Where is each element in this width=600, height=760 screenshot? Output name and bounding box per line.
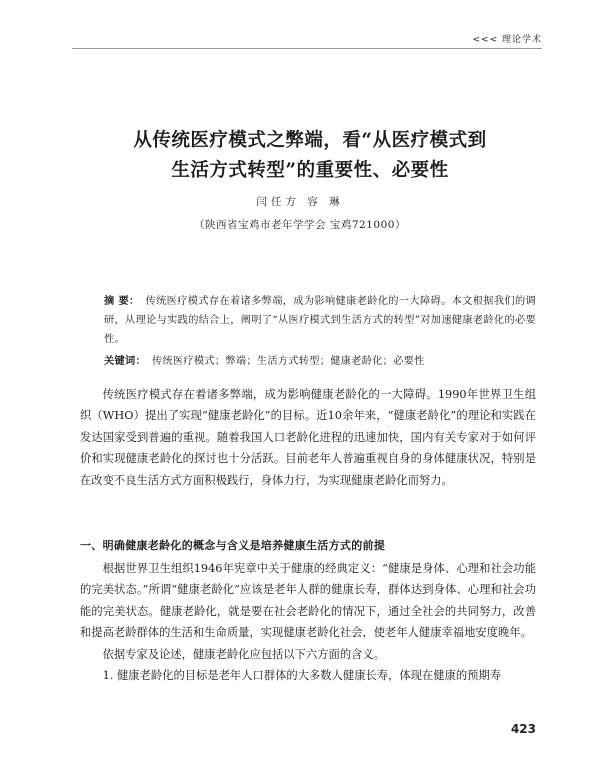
body-paragraph: 依据专家及论述，健康老龄化应包括以下六方面的含义。 <box>102 647 386 661</box>
header-divider <box>72 48 542 49</box>
keywords-label: 关键词： <box>104 355 146 367</box>
page-number: 423 <box>510 722 536 736</box>
author-affiliation: （陕西省宝鸡市老年学学会 宝鸡721000） <box>194 219 406 231</box>
article-title <box>60 126 560 186</box>
title-line-1: 从传统医疗模式之弊端，看“从医疗模式到 <box>133 130 487 151</box>
keywords-text: 传统医疗模式；弊端；生活方式转型；健康老龄化；必要性 <box>151 356 425 367</box>
title-line-2: 生活方式转型”的重要性、必要性 <box>171 160 449 181</box>
body-paragraph: 1. 健康老龄化的目标是老年人口群体的大多数人健康长寿，体现在健康的预期寿 <box>102 669 502 683</box>
abstract-text: 传统医疗模式存在着诸多弊端，成为影响健康老龄化的一大障碍。本文根据我们的调研，从理论与实践的结合上，阐明了“从医疗模式到生活方式的转型”对加速健康老龄化的必要性。 <box>104 296 536 345</box>
body-paragraph: 根据世界卫生组织1946年宪章中关于健康的经典定义：“健康是身体、心理和社会功能的完美状态。”所谓“健康老龄化”应该是老年人群的健康长寿，群体达到身体、心理和社会功能的完美状态。健康老龄化，就是要在社会老龄化的情况下，通过全社会的共同努力，改善和提高老龄群体的生活和生命质量，实现健康老龄化社会，使老年人健康幸福地安度晚年。 <box>80 562 536 640</box>
abstract <box>104 292 536 349</box>
intro-section <box>80 384 536 491</box>
body-paragraph: 传统医疗模式存在着诸多弊端，成为影响健康老龄化的一大障碍。1990年世界卫生组织（WHO）提出了实现“健康老龄化”的目标。近10余年来，“健康老龄化”的理论和实践在发达国家受到普遍的重视。随着我国人口老龄化进程的迅速加快，国内有关专家对于如何评价和实现健康老龄化的探讨也十分活跃。目前老年人普遍重视自身的身体健康状况，特别是在改变不良生活方式方面积极践行，身体力行，为实现健康老龄化而努力。 <box>80 388 536 487</box>
keywords <box>104 352 536 371</box>
section-one-body <box>80 558 536 686</box>
running-head: <<< 理论学术 <box>472 35 542 45</box>
abstract-label: 摘 要： <box>104 295 140 307</box>
section-heading: 一、明确健康老龄化的概念与含义是培养健康生活方式的前提 <box>80 539 386 552</box>
author-names: 闫任方 容 琳 <box>256 196 344 208</box>
